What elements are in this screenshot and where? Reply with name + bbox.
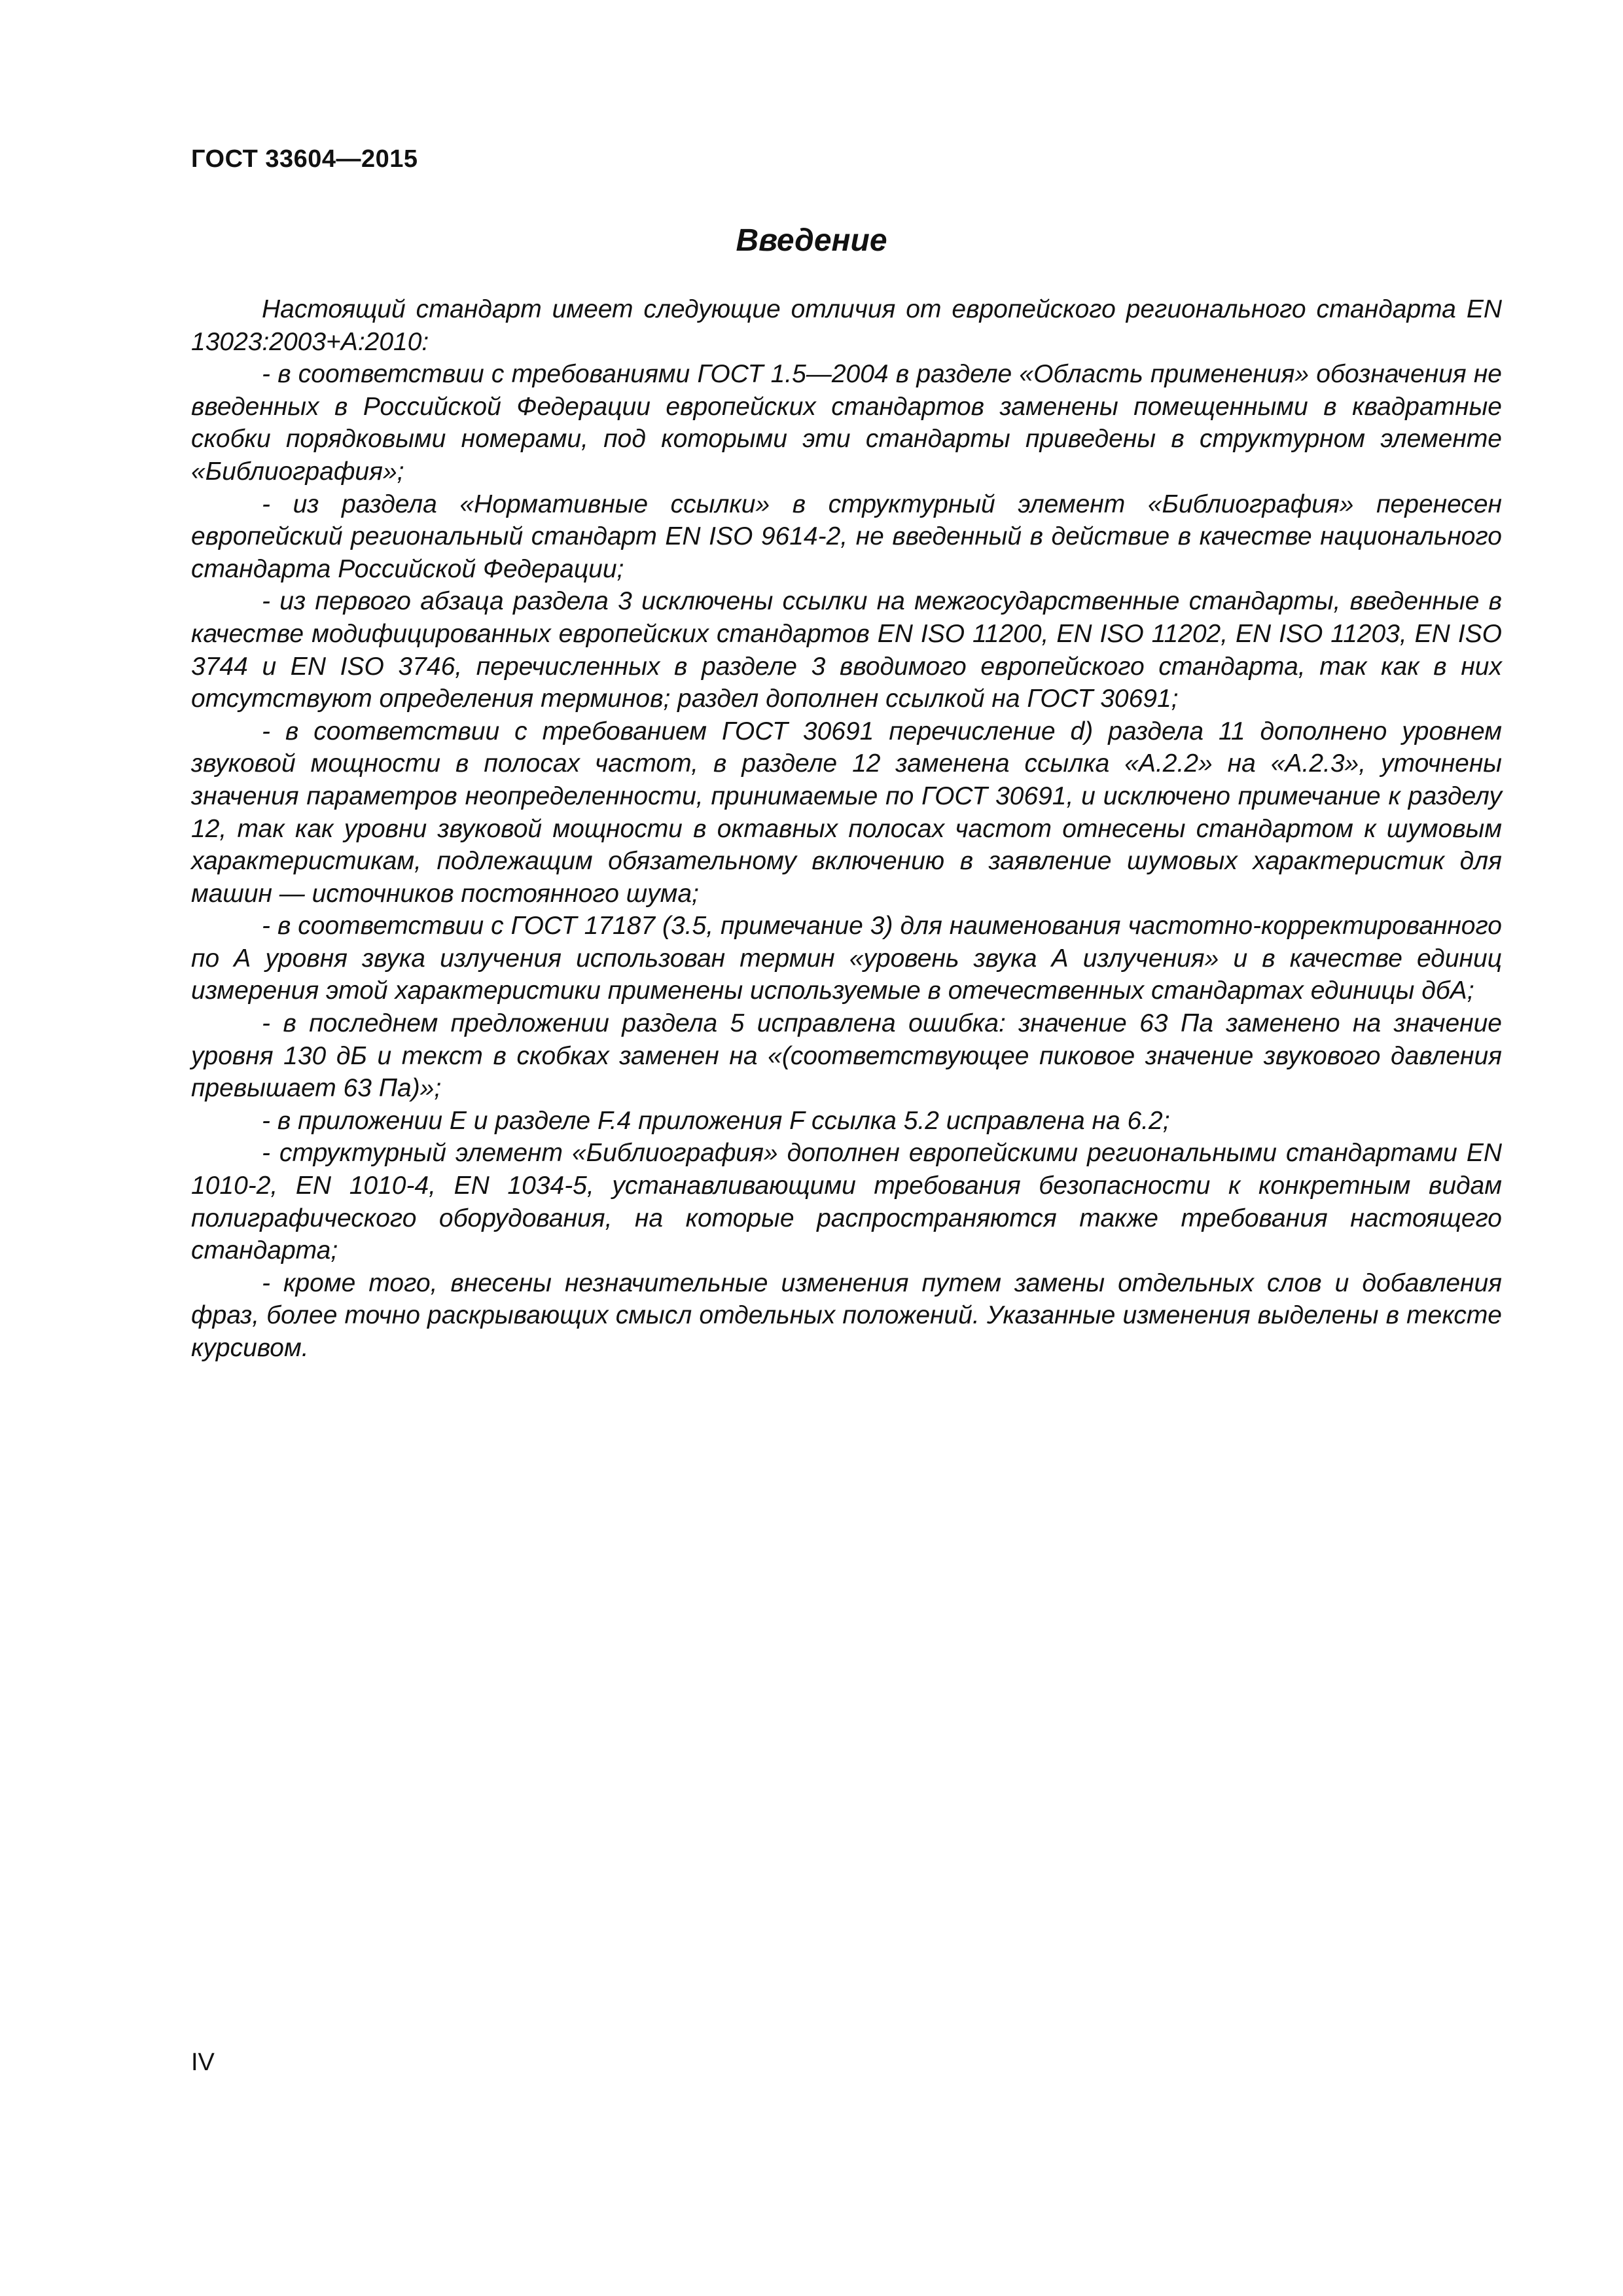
paragraph: - кроме того, внесены незначительные изменения путем замены отдельных слов и добавления фраз, более точно раскрывающих смысл отдельных положений. Указанные изменения выделены в тексте курсивом. — [191, 1268, 1502, 1362]
paragraph: Настоящий стандарт имеет следующие отличия от европейского регионального стандарта EN 13023:2003+A:2010: — [191, 295, 1502, 356]
document-code: ГОСТ 33604—2015 — [191, 145, 418, 173]
paragraph: - в соответствии с ГОСТ 17187 (3.5, примечание 3) для наименования частотно-корректированного по А уровня звука излучения использован термин «уровень звука А излучения» и в качестве единиц измерения этой характеристики применены используемые в отечественных стандартах единицы дбА; — [191, 912, 1502, 1005]
paragraph: - в соответствии с требованиями ГОСТ 1.5—2004 в разделе «Область применения» обозначения не введенных в Российской Федерации европейских стандартов заменены помещенными в квадратные скобки порядковыми номерами, под которыми эти стандарты приведены в структурном элементе «Библиография»; — [191, 360, 1502, 486]
paragraph: - в соответствии с требованием ГОСТ 30691 перечисление d) раздела 11 дополнено уровнем звуковой мощности в полосах частот, в разделе 12 заменена ссылка «A.2.2» на «A.2.3», уточнены значения параметров неопределенности, принимаемые по ГОСТ 30691, и исключено примечание к разделу 12, так как уровни звуковой мощности в октавных полосах частот отнесены стандартом к шумовым характеристикам, подлежащим обязательному включению в заявление шумовых характеристик для машин — источников постоянного шума; — [191, 717, 1502, 908]
paragraph: - структурный элемент «Библиография» дополнен европейскими региональными стандартами EN 1010-2, EN 1010-4, EN 1034-5, устанавливающими требования безопасности к конкретным видам полиграфического оборудования, на которые распространяются также требования настоящего стандарта; — [191, 1139, 1502, 1265]
section-title: Введение — [736, 223, 887, 258]
paragraph: - из раздела «Нормативные ссылки» в структурный элемент «Библиография» перенесен европейский региональный стандарт EN ISO 9614-2, не введенный в действие в качестве национального стандарта Российской Федерации; — [191, 490, 1502, 583]
paragraph: - в последнем предложении раздела 5 исправлена ошибка: значение 63 Па заменено на значение уровня 130 дБ и текст в скобках заменен на «(соответствующее пиковое значение звукового давления превышает 63 Па)»; — [191, 1009, 1502, 1103]
paragraph: - в приложении E и разделе F.4 приложения F ссылка 5.2 исправлена на 6.2; — [262, 1106, 1170, 1135]
page-number: IV — [191, 2049, 215, 2076]
introduction-body — [191, 293, 1502, 1365]
paragraph: - из первого абзаца раздела 3 исключены ссылки на межгосударственные стандарты, введенные в качестве модифицированных европейских стандартов EN ISO 11200, EN ISO 11202, EN ISO 11203, EN ISO 3744 и EN ISO 3746, перечисленных в разделе 3 вводимого европейского стандарта, так как в них отсутствуют определения терминов; раздел дополнен ссылкой на ГОСТ 30691; — [191, 587, 1502, 713]
